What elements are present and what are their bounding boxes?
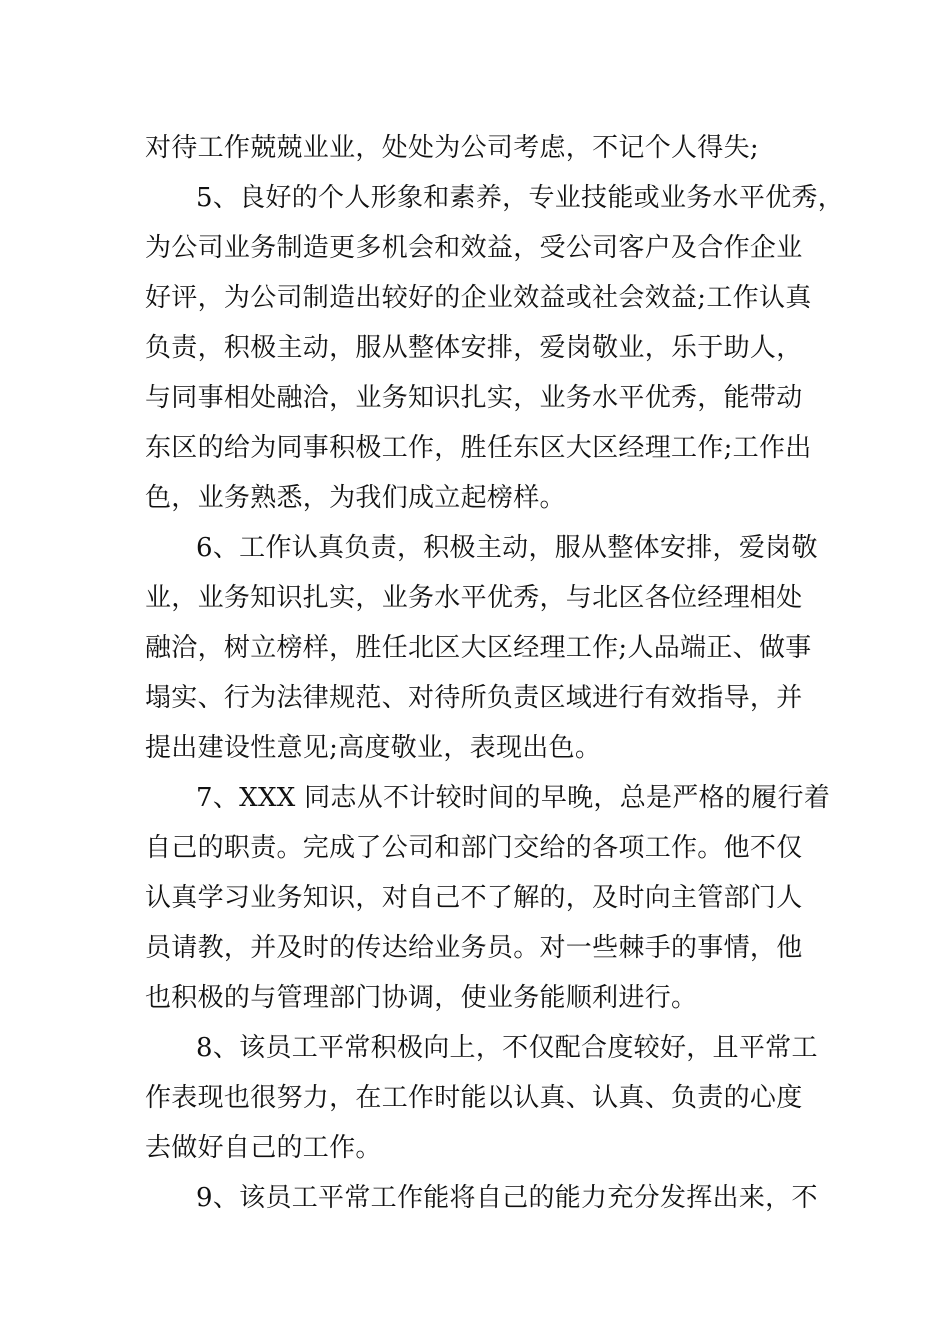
text-line: 5、良好的个人形象和素养，专业技能或业务水平优秀， (196, 183, 845, 213)
text-line: 去做好自己的工作。 (145, 1133, 382, 1163)
text-line: 负责，积极主动，服从整体安排，爱岗敬业，乐于助人， (145, 333, 803, 363)
text-line: 作表现也很努力，在工作时能以认真、认真、负责的心度 (145, 1083, 803, 1113)
text-line: 业，业务知识扎实，业务水平优秀，与北区各位经理相处 (145, 583, 803, 613)
text-line: 也积极的与管理部门协调，使业务能顺利进行。 (145, 983, 698, 1013)
text-line: 6、工作认真负责，积极主动，服从整体安排，爱岗敬 (196, 533, 818, 563)
text-line: 融洽，树立榜样，胜任北区大区经理工作;人品端正、做事 (145, 633, 812, 663)
text-line: 8、该员工平常积极向上，不仅配合度较好，且平常工 (196, 1033, 818, 1063)
text-line: 提出建设性意见;高度敬业，表现出色。 (145, 733, 602, 763)
text-line: 对待工作兢兢业业，处处为公司考虑，不记个人得失; (145, 133, 759, 163)
text-line: 与同事相处融洽，业务知识扎实，业务水平优秀，能带动 (145, 383, 803, 413)
text-line: 色，业务熟悉，为我们成立起榜样。 (145, 483, 566, 513)
text-line: 东区的给为同事积极工作，胜任东区大区经理工作;工作出 (145, 433, 812, 463)
text-line: 自己的职责。完成了公司和部门交给的各项工作。他不仅 (145, 833, 803, 863)
text-line: 员请教，并及时的传达给业务员。对一些棘手的事情，他 (145, 933, 803, 963)
text-line: 9、该员工平常工作能将自己的能力充分发挥出来，不 (196, 1183, 818, 1213)
text-line: 认真学习业务知识，对自己不了解的，及时向主管部门人 (145, 883, 803, 913)
text-line: 塌实、行为法律规范、对待所负责区域进行有效指导，并 (145, 683, 803, 713)
text-line: 为公司业务制造更多机会和效益，受公司客户及合作企业 (145, 233, 803, 263)
text-line: 7、XXX 同志从不计较时间的早晚，总是严格的履行着 (196, 783, 831, 813)
text-line: 好评，为公司制造出较好的企业效益或社会效益;工作认真 (145, 283, 812, 313)
